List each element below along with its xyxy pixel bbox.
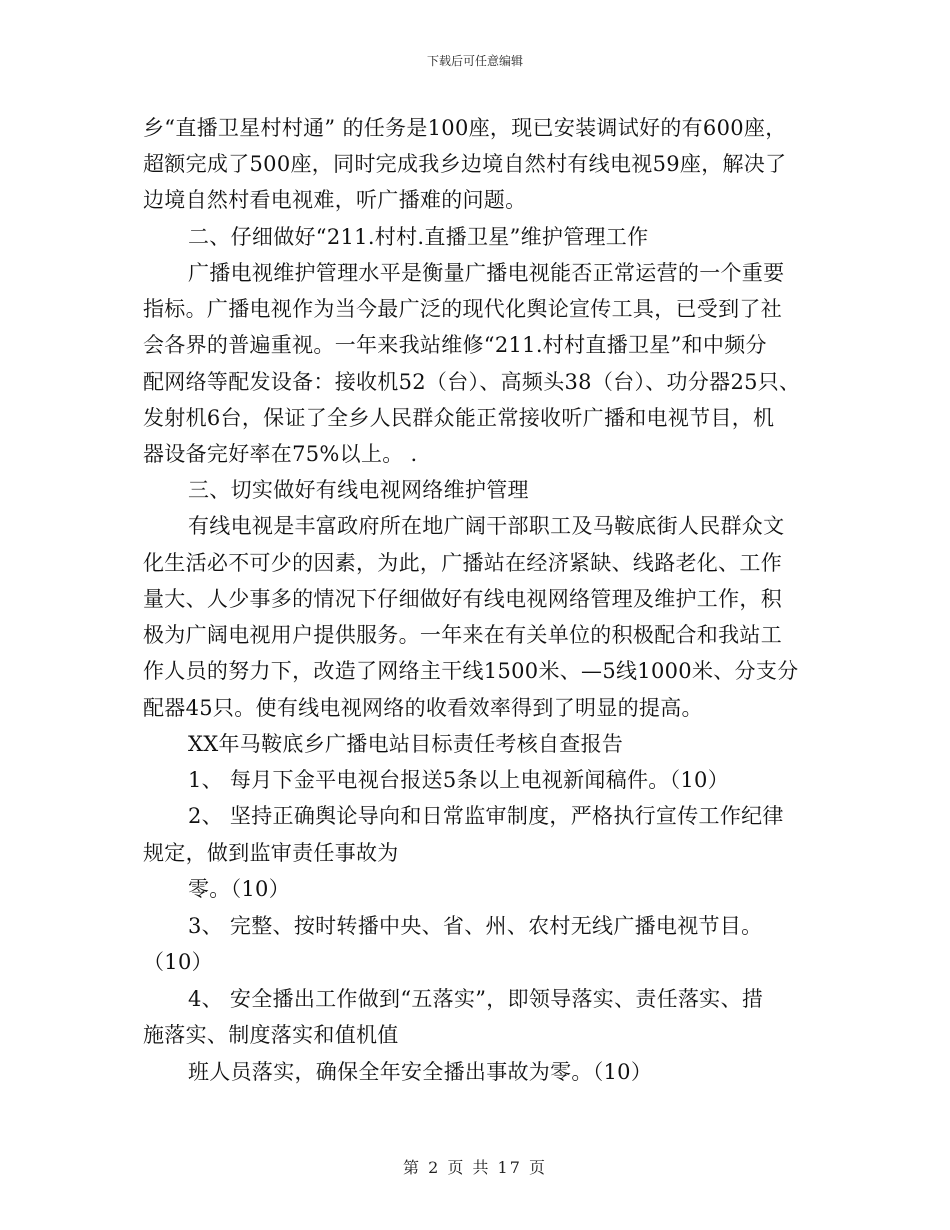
body-line: 量大、人少事多的情况下仔细做好有线电视网络管理及维护工作，积 xyxy=(143,587,782,611)
list-item: 1、 每月下金平电视台报送5条以上电视新闻稿件。（10） xyxy=(188,768,730,792)
section-heading: 二、仔细做好“211.村村.直播卫星”维护管理工作 xyxy=(188,225,649,249)
page-header: 下载后可任意编辑 xyxy=(426,54,523,68)
report-title: XX年马鞍底乡广播电站目标责任考核自查报告 xyxy=(188,732,624,756)
body-line: 规定，做到监审责任事故为 xyxy=(143,841,399,865)
body-line: 有线电视是丰富政府所在地广阔干部职工及马鞍底街人民群众文 xyxy=(188,514,785,538)
body-line: 化生活必不可少的因素，为此，广播站在经济紧缺、线路老化、工作 xyxy=(143,551,782,575)
body-line: 器设备完好率在75%以上。 . xyxy=(143,442,418,466)
body-line: 广播电视维护管理水平是衡量广播电视能否正常运营的一个重要 xyxy=(188,261,785,285)
body-line: 边境自然村看电视难，听广播难的问题。 xyxy=(143,188,527,212)
body-line: 极为广阔电视用户提供服务。一年来在有关单位的积极配合和我站工 xyxy=(143,623,782,647)
body-line: 作人员的努力下，改造了网络主干线1500米、—5线1000米、分支分 xyxy=(143,659,799,683)
body-line: 施落实、制度落实和值机值 xyxy=(143,1023,399,1047)
list-item: 4、 安全播出工作做到“五落实”，即领导落实、责任落实、措 xyxy=(188,987,764,1011)
body-line: 超额完成了500座，同时完成我乡边境自然村有线电视59座，解决了 xyxy=(143,152,787,176)
body-line: 班人员落实，确保全年安全播出事故为零。（10） xyxy=(188,1060,653,1084)
list-item: 3、 完整、按时转播中央、省、州、农村无线广播电视节目。 xyxy=(188,914,763,938)
body-line: 零。（10） xyxy=(188,877,291,901)
body-line: 配网络等配发设备：接收机52（台）、高频头38（台）、功分器25只、 xyxy=(143,370,801,394)
section-heading: 三、切实做好有线电视网络维护管理 xyxy=(188,478,529,502)
body-line: （10） xyxy=(143,950,213,974)
body-line: 乡“直播卫星村村通” 的任务是100座，现已安装调试好的有600座， xyxy=(143,116,787,140)
body-line: 会各界的普遍重视。一年来我站维修“211.村村直播卫星”和中频分 xyxy=(143,333,767,357)
body-line: 配器45只。使有线电视网络的收看效率得到了明显的提高。 xyxy=(143,696,703,720)
body-line: 指标。广播电视作为当今最广泛的现代化舆论宣传工具，已受到了社 xyxy=(143,297,782,321)
list-item: 2、 坚持正确舆论导向和日常监审制度，严格执行宣传工作纪律 xyxy=(188,804,784,828)
page-footer: 第 2 页 共 17 页 xyxy=(403,1158,547,1177)
body-line: 发射机6台，保证了全乡人民群众能正常接收听广播和电视节目，机 xyxy=(143,406,775,430)
